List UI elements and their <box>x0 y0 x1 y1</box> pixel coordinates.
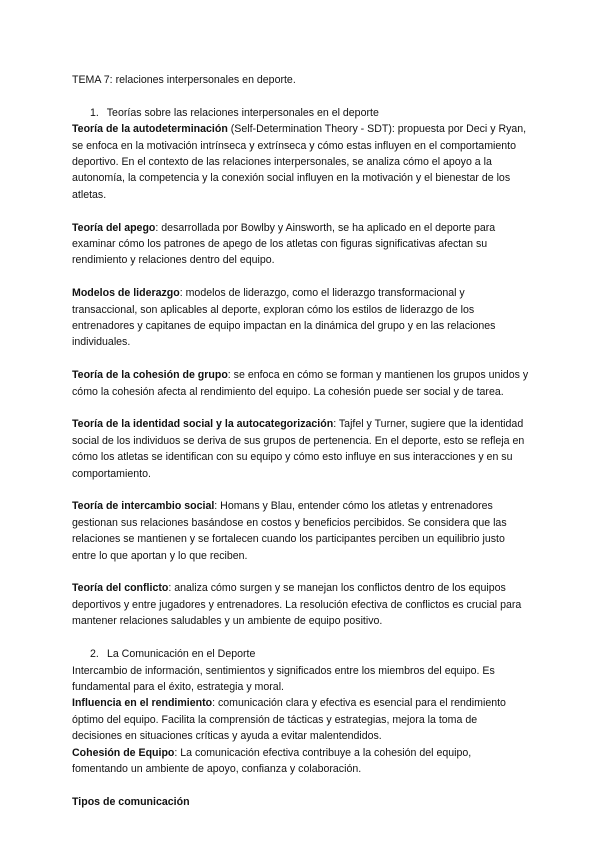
spacer <box>72 351 530 367</box>
theory-paragraph <box>72 220 530 269</box>
section-1-heading <box>72 105 530 121</box>
communication-text: : comunicación clara y efectiva es esencial para el rendimiento óptimo del equipo. Facilita la comprensión de tácticas y estrategias, mejora la toma de decisiones en situaciones críticas y ayuda a evitar malentendidos. <box>72 697 506 743</box>
section-1-number: 1. <box>90 106 99 119</box>
section-2-heading <box>72 646 530 662</box>
subheading-paragraph <box>72 794 530 810</box>
theory-term: Teoría de intercambio social <box>72 500 215 513</box>
spacer <box>72 269 530 285</box>
section-2-title: La Comunicación en el Deporte <box>106 648 256 661</box>
document-title: TEMA 7: relaciones interpersonales en deporte. <box>72 74 296 86</box>
spacer <box>72 777 530 793</box>
spacer <box>72 630 530 646</box>
spacer <box>72 564 530 580</box>
section-2-number: 2. <box>90 648 99 661</box>
spacer <box>72 482 530 498</box>
theory-paragraph <box>72 367 530 400</box>
theory-paragraph <box>72 416 530 482</box>
communication-term: Cohesión de Equipo <box>72 746 175 759</box>
spacer <box>72 400 530 416</box>
theory-term: Teoría del apego <box>72 221 156 234</box>
theory-paragraph <box>72 285 530 351</box>
theory-term: Modelos de liderazgo <box>72 287 180 300</box>
document-page <box>72 72 530 810</box>
theory-paragraph <box>72 498 530 564</box>
theory-paragraph <box>72 580 530 629</box>
communication-paragraph <box>72 695 530 744</box>
communication-text: : La comunicación efectiva contribuye a la cohesión del equipo, fomentando un ambiente de apoyo, confianza y colaboración. <box>72 746 472 775</box>
theory-text: : se enfoca en cómo se forman y mantienen los grupos unidos y cómo la cohesión afecta al rendimiento del equipo. La cohesión puede ser social y de tarea. <box>72 369 529 398</box>
communication-term: Influencia en el rendimiento <box>72 697 213 710</box>
theory-term: Teoría del conflicto <box>72 582 169 595</box>
theory-text: : Tajfel y Turner, sugiere que la identidad social de los individuos se deriva de sus grupos de pertenencia. En el deporte, esto se refleja en cómo los atletas se identifican con su equipo y cómo esto influye en sus interacciones y en su comportamiento. <box>72 418 525 480</box>
theory-term: Teoría de la cohesión de grupo <box>72 369 228 382</box>
theory-text: : Homans y Blau, entender cómo los atletas y entrenadores gestionan sus relaciones basándose en costos y beneficios percibidos. Se considera que las relaciones se mantienen y se fortalecen cuando los participantes perciben un equilibrio justo entre lo que aportan y lo que reciben. <box>72 500 507 562</box>
theory-text: : analiza cómo surgen y se manejan los conflictos dentro de los equipos deportivos y entre jugadores y entrenadores. La resolución efectiva de conflictos es crucial para mantener relaciones saludables y un ambiente de equipo positivo. <box>72 582 522 628</box>
theory-text: (Self-Determination Theory - SDT): propuesta por Deci y Ryan, se enfoca en la motivación intrínseca y extrínseca y cómo estas influyen en el comportamiento deportivo. En el contexto de las relaciones interpersonales, se analiza cómo el apoyo a la autonomía, la competencia y la conexión social influyen en la motivación y el bienestar de los atletas. <box>72 123 527 201</box>
theory-term: Teoría de la identidad social y la autocategorización <box>72 418 334 431</box>
theory-text: : desarrollada por Bowlby y Ainsworth, se ha aplicado en el deporte para examinar cómo los patrones de apego de los atletas con figuras significativas afectan su rendimiento y relaciones dentro del equipo. <box>72 221 496 267</box>
theory-term: Teoría de la autodeterminación <box>72 123 228 136</box>
section-2-intro: Intercambio de información, sentimientos y significados entre los miembros del equipo. Es fundamental para el éxito, estrategia y moral. <box>72 664 495 693</box>
theory-text: : modelos de liderazgo, como el liderazgo transformacional y transaccional, son aplicables al deporte, exploran cómo los estilos de liderazgo de los entrenadores y capitanes de equipo impactan en la dinámica del grupo y en las relaciones individuales. <box>72 287 496 349</box>
section-1-title: Teorías sobre las relaciones interpersonales en el deporte <box>106 106 379 119</box>
spacer <box>72 203 530 219</box>
spacer <box>72 88 530 104</box>
communication-types-heading: Tipos de comunicación <box>72 795 190 808</box>
theory-paragraph <box>72 121 530 203</box>
communication-paragraph <box>72 745 530 778</box>
